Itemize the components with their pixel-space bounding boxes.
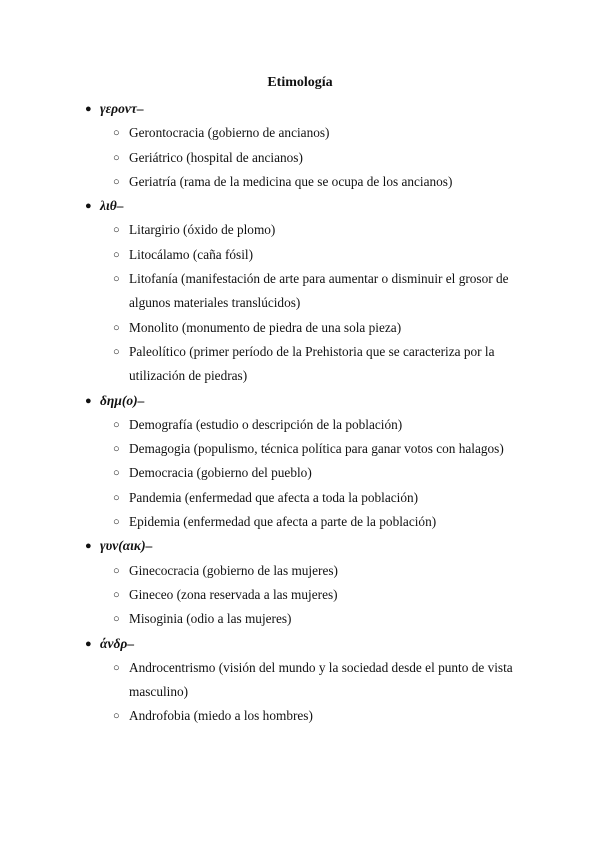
list-item — [86, 170, 526, 194]
list-item — [86, 267, 526, 316]
filled-bullet-icon: ● — [85, 394, 92, 407]
list-item — [86, 316, 526, 340]
list-item — [86, 486, 526, 510]
list-item-text: Demografía (estudio o descripción de la población) — [129, 416, 403, 432]
hollow-bullet-icon: ○ — [113, 321, 120, 334]
list-item — [86, 218, 526, 242]
list-item — [86, 121, 526, 145]
list-item-text: Litargirio (óxido de plomo) — [129, 222, 276, 238]
root-term — [86, 534, 526, 558]
hollow-bullet-icon: ○ — [113, 345, 120, 358]
list-item — [86, 656, 526, 705]
hollow-bullet-icon: ○ — [113, 588, 120, 601]
hollow-bullet-icon: ○ — [113, 661, 120, 674]
filled-bullet-icon: ● — [85, 540, 92, 553]
list-item-text: Litofanía (manifestación de arte para aumentar o disminuir el grosor de algunos materiales translúcidos) — [129, 271, 509, 311]
list-item — [86, 583, 526, 607]
list-item — [86, 437, 526, 461]
hollow-bullet-icon: ○ — [113, 491, 120, 504]
hollow-bullet-icon: ○ — [113, 613, 120, 626]
list-item-text: Androcentrismo (visión del mundo y la sociedad desde el punto de vista masculino) — [129, 659, 513, 700]
filled-bullet-icon: ● — [85, 200, 92, 213]
hollow-bullet-icon: ○ — [113, 224, 120, 237]
etymology-section — [86, 389, 526, 535]
root-term — [86, 194, 526, 218]
list-item — [86, 704, 526, 728]
list-item — [86, 510, 526, 534]
list-item — [86, 461, 526, 485]
list-item-text: Misoginia (odio a las mujeres) — [129, 611, 292, 627]
etymology-section — [86, 97, 526, 194]
list-item-text: Gineceo (zona reservada a las mujeres) — [129, 586, 338, 602]
list-item-text: Monolito (monumento de piedra de una sola pieza) — [129, 319, 402, 335]
list-item-text: Geriátrico (hospital de ancianos) — [129, 149, 303, 165]
hollow-bullet-icon: ○ — [113, 418, 120, 431]
hollow-bullet-icon: ○ — [113, 151, 120, 164]
hollow-bullet-icon: ○ — [113, 564, 120, 577]
root-term — [86, 632, 526, 656]
hollow-bullet-icon: ○ — [113, 248, 120, 261]
etymology-section — [86, 534, 526, 631]
list-item-text: Pandemia (enfermedad que afecta a toda la población) — [129, 489, 419, 505]
root-term — [86, 389, 526, 413]
list-item — [86, 413, 526, 437]
list-item-text: Litocálamo (caña fósil) — [129, 246, 254, 262]
hollow-bullet-icon: ○ — [113, 710, 120, 723]
root-term-text: γυν(αικ)– — [100, 538, 153, 554]
hollow-bullet-icon: ○ — [113, 127, 120, 140]
hollow-bullet-icon: ○ — [113, 273, 120, 286]
list-item-text: Epidemia (enfermedad que afecta a parte de la población) — [129, 514, 437, 530]
list-item-text: Paleolítico (primer período de la Prehistoria que se caracteriza por la utilización de piedras) — [129, 343, 495, 384]
document-title: Etimología — [267, 75, 333, 90]
etymology-section — [86, 194, 526, 388]
root-term-text: δημ(ο)– — [100, 392, 145, 408]
etymology-list — [86, 97, 526, 729]
etymology-section — [86, 632, 526, 729]
list-item-text: Geriatría (rama de la medicina que se ocupa de los ancianos) — [129, 173, 453, 189]
list-item-text: Androfobia (miedo a los hombres) — [129, 708, 313, 724]
list-item-text: Gerontocracia (gobierno de ancianos) — [129, 125, 330, 141]
root-term-text: γεροντ– — [100, 101, 144, 116]
root-term — [86, 97, 526, 121]
filled-bullet-icon: ● — [85, 637, 92, 650]
hollow-bullet-icon: ○ — [113, 516, 120, 529]
hollow-bullet-icon: ○ — [113, 175, 120, 188]
list-item — [86, 607, 526, 631]
root-term-text: λιθ– — [100, 198, 124, 214]
hollow-bullet-icon: ○ — [113, 467, 120, 480]
list-item — [86, 340, 526, 389]
root-term-text: άνδρ– — [100, 635, 135, 651]
list-item-text: Demagogia (populismo, técnica política para ganar votos con halagos) — [129, 441, 504, 457]
list-item — [86, 243, 526, 267]
list-item-text: Ginecocracia (gobierno de las mujeres) — [129, 562, 338, 578]
filled-bullet-icon: ● — [85, 103, 92, 115]
list-item-text: Democracia (gobierno del pueblo) — [129, 465, 312, 481]
list-item — [86, 146, 526, 170]
list-item — [86, 559, 526, 583]
hollow-bullet-icon: ○ — [113, 443, 120, 456]
